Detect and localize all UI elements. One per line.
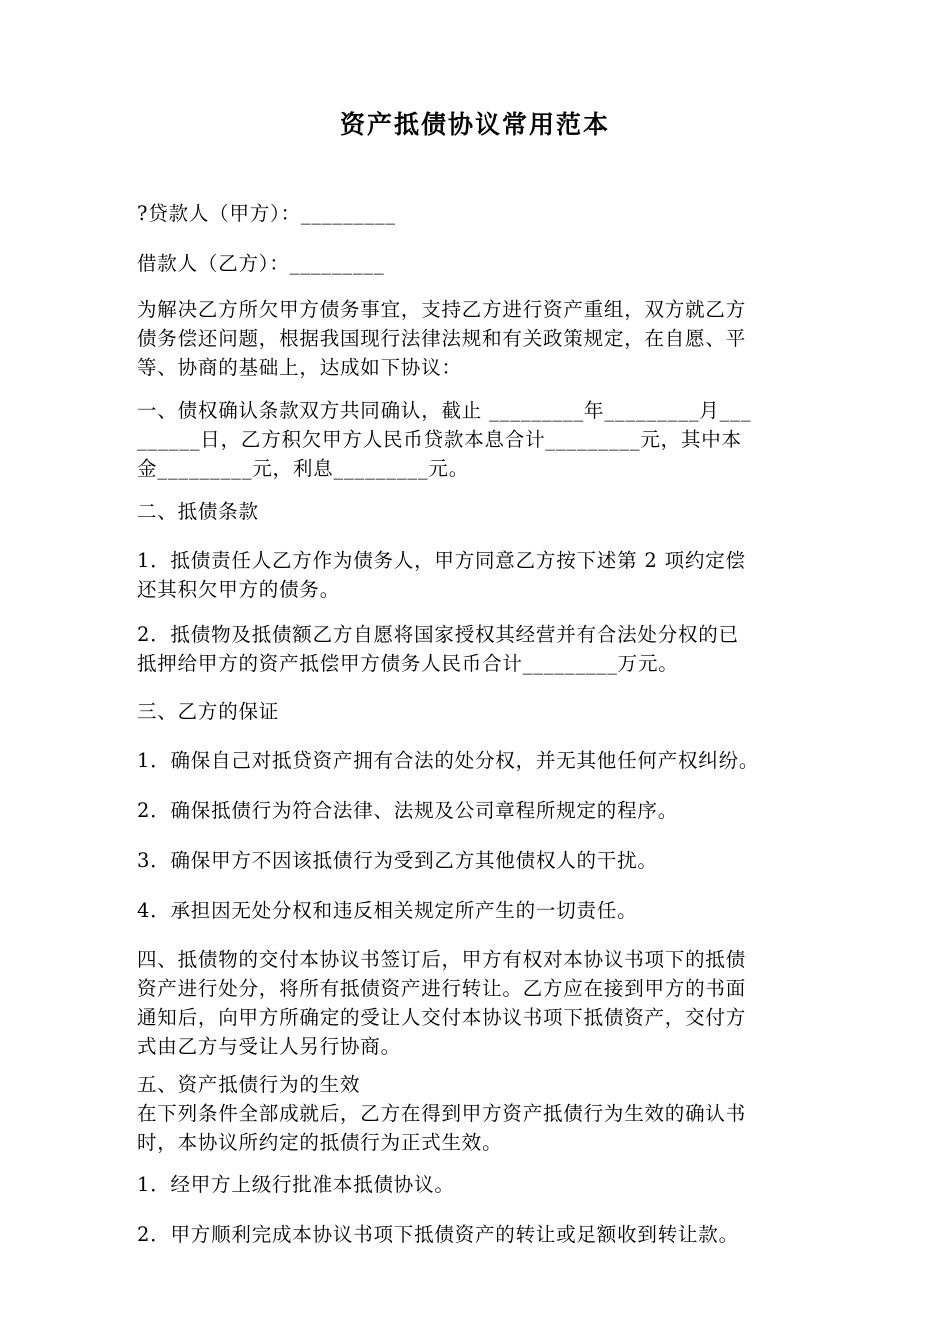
text-line: 一、债权确认条款双方共同确认，截止 _________年_________月___ [137,399,752,422]
document-title: 资产抵债协议常用范本 [339,110,610,139]
borrower-line [137,249,817,278]
text-line: 五、资产抵债行为的生效 [137,1073,361,1096]
clause-3-2-paragraph [137,796,817,825]
clause-2-heading [137,497,817,526]
text-line: 4．承担因无处分权和违反相关规定所产生的一切责任。 [137,899,638,922]
clause-4-paragraph [137,945,817,1061]
clause-1-paragraph [137,396,817,483]
text-line: 1．确保自己对抵贷资产拥有合法的处分权，并无其他任何产权纠纷。 [137,749,760,772]
clause-3-4-paragraph [137,896,817,925]
text-line: 抵押给甲方的资产抵偿甲方债务人民币合计_________万元。 [137,652,679,675]
text-line: 式由乙方与受让人另行协商。 [137,1035,401,1058]
text-line: 四、抵债物的交付本协议书签订后，甲方有权对本协议书项下的抵债 [137,948,747,971]
text-line: 1．抵债责任人乙方作为债务人，甲方同意乙方按下述第 2 项约定偿 [137,549,746,572]
text-line: 1．经甲方上级行批准本抵债协议。 [137,1173,455,1196]
clause-2-2-paragraph [137,620,817,678]
text-line: 债务偿还问题，根据我国现行法律法规和有关政策规定，在自愿、平 [137,327,747,350]
text-line: 2．确保抵债行为符合法律、法规及公司章程所规定的程序。 [137,799,679,822]
text-line: 时，本协议所约定的抵债行为正式生效。 [137,1131,503,1154]
text-line: 二、抵债条款 [137,500,259,523]
preamble-paragraph [137,295,817,382]
text-line: 为解决乙方所欠甲方债务事宜，支持乙方进行资产重组，双方就乙方 [137,298,747,321]
text-line: 金_________元，利息_________元。 [137,457,469,480]
text-line: 在下列条件全部成就后，乙方在得到甲方资产抵债行为生效的确认书 [137,1102,747,1125]
clause-5-1-paragraph [137,1170,817,1199]
text-line: 三、乙方的保证 [137,700,280,723]
clause-3-3-paragraph [137,846,817,875]
clause-3-1-paragraph [137,746,817,775]
text-line: 3．确保甲方不因该抵债行为受到乙方其他债权人的干扰。 [137,849,658,872]
lender-line [137,199,817,228]
clause-3-heading [137,697,817,726]
text-line: 等、协商的基础上，达成如下协议： [137,356,462,379]
text-line: 通知后，向甲方所确定的受让人交付本协议书项下抵债资产，交付方 [137,1006,747,1029]
text-line: 还其积欠甲方的债务。 [137,578,341,601]
text-line: ?贷款人（甲方）：_________ [137,202,396,225]
clause-5-paragraph [137,1070,817,1157]
text-line: 资产进行处分，将所有抵债资产进行转让。乙方应在接到甲方的书面 [137,977,747,1000]
text-line: 2．甲方顺利完成本协议书项下抵债资产的转让或足额收到转让款。 [137,1223,739,1246]
text-line: 借款人（乙方）：_________ [137,252,385,275]
text-line: 2．抵债物及抵债额乙方自愿将国家授权其经营并有合法处分权的已 [137,623,739,646]
text-line: ______日，乙方积欠甲方人民币贷款本息合计_________元，其中本 [137,428,742,451]
clause-2-1-paragraph [137,546,817,604]
clause-5-2-paragraph [137,1220,817,1249]
